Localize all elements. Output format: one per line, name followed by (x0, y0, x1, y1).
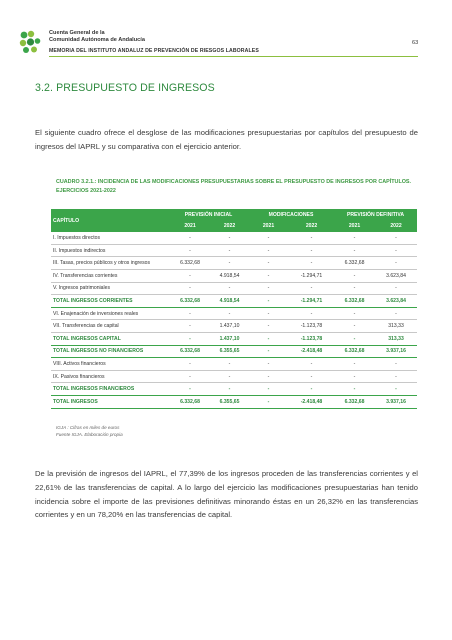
row-value: - (248, 345, 289, 358)
row-value: - (289, 307, 334, 320)
table-row (51, 370, 417, 383)
row-value: -2.418,48 (289, 395, 334, 408)
row-value: - (334, 320, 375, 333)
row-value: 6.332,68 (169, 257, 211, 270)
row-value: -1.123,78 (289, 320, 334, 333)
row-value: - (334, 383, 375, 396)
row-value: - (248, 269, 289, 282)
row-value: - (248, 282, 289, 295)
table-total-row (51, 295, 417, 308)
row-value: - (375, 370, 417, 383)
row-value: - (169, 282, 211, 295)
table-row (51, 358, 417, 371)
row-value: 6.355,65 (211, 345, 248, 358)
row-value: - (248, 244, 289, 257)
row-label: I. Impuestos directos (51, 232, 169, 244)
year-header: 2022 (305, 223, 318, 230)
row-value: 1.437,10 (211, 320, 248, 333)
row-value: 313,33 (375, 332, 417, 345)
header-org-line1: Cuenta General de la (49, 30, 105, 36)
row-value: 4.918,54 (211, 269, 248, 282)
row-value: - (211, 244, 248, 257)
row-value: - (248, 383, 289, 396)
header-divider (49, 56, 418, 57)
row-value: - (334, 232, 375, 244)
table-total-row (51, 383, 417, 396)
year-header: 2022 (223, 223, 236, 230)
year-header: 2021 (348, 223, 361, 230)
row-value: 6.332,68 (334, 257, 375, 270)
row-value: - (289, 383, 334, 396)
row-value: - (248, 232, 289, 244)
row-value: - (169, 307, 211, 320)
row-value: 6.332,68 (334, 295, 375, 308)
row-value: - (211, 383, 248, 396)
table-note-units: IGJA : Cifras en miles de euros (56, 425, 120, 430)
row-value: - (248, 320, 289, 333)
row-value: - (211, 282, 248, 295)
closing-paragraph: De la previsión de ingresos del IAPRL, el 77,39% de los ingresos proceden de las transferencias corrientes y el 22,61% de las transferencias de capital. A lo largo del ejercicio las modificaciones presupuestarias han tenido incidencia sobre el importe de las previsiones definitivas minorando éstas en un 26,32% en las transferencias corrientes y en un 78,20% en las transferencias de capital. (35, 469, 418, 520)
table-note-source: Fuente IGJA. Elaboración propia (56, 432, 123, 437)
row-label: VII. Transferencias de capital (51, 320, 169, 333)
row-value: - (375, 232, 417, 244)
row-value: 3.937,16 (375, 395, 417, 408)
row-value: - (211, 307, 248, 320)
row-value: 3.937,16 (375, 345, 417, 358)
col-header-capitulo: CAPÍTULO (53, 217, 80, 224)
row-value: 313,33 (375, 320, 417, 333)
row-value: -1.294,71 (289, 295, 334, 308)
table-header-row (51, 209, 417, 221)
row-value: 3.623,84 (375, 269, 417, 282)
row-label: III. Tasas, precios públicos y otros ingresos (51, 257, 169, 270)
row-value: 6.332,68 (334, 395, 375, 408)
row-value: - (169, 383, 211, 396)
row-value: - (375, 307, 417, 320)
row-value: -1.123,78 (289, 332, 334, 345)
table-row (51, 257, 417, 270)
table-notes (56, 424, 123, 438)
table-row (51, 307, 417, 320)
row-value: - (375, 244, 417, 257)
intro-paragraph: El siguiente cuadro ofrece el desglose de las modificaciones presupuestarias por capítulos del presupuesto de ingresos del IAPRL y su comparativa con el ejercicio anterior. (35, 128, 418, 151)
row-value: - (334, 370, 375, 383)
row-label: VIII. Activos financieros (51, 358, 169, 371)
junta-andalucia-logo-icon (18, 30, 42, 54)
row-value: - (289, 232, 334, 244)
row-label: VI. Enajenación de inversiones reales (51, 307, 169, 320)
row-value: - (375, 358, 417, 371)
year-header: 2022 (390, 223, 402, 230)
row-value: 1.437,10 (211, 332, 248, 345)
table-body (51, 232, 417, 408)
row-label: V. Ingresos patrimoniales (51, 282, 169, 295)
row-value: - (169, 320, 211, 333)
row-value: - (334, 358, 375, 371)
row-value: 3.623,84 (375, 295, 417, 308)
row-value: 6.355,65 (211, 395, 248, 408)
table-total-row (51, 345, 417, 358)
row-value: - (248, 358, 289, 371)
row-value: - (248, 257, 289, 270)
row-value: - (289, 370, 334, 383)
table-row (51, 244, 417, 257)
row-value: -1.294,71 (289, 269, 334, 282)
row-value: - (289, 282, 334, 295)
col-header-prevision-inicial: PREVISIÓN INICIAL (184, 211, 233, 218)
row-value: - (211, 358, 248, 371)
row-label: IV. Transferencias corrientes (51, 269, 169, 282)
row-value: - (248, 307, 289, 320)
row-value: -2.418,48 (289, 345, 334, 358)
row-label: TOTAL INGRESOS CORRIENTES (51, 295, 169, 308)
table-total-row (51, 395, 417, 408)
row-label: IX. Pasivos financieros (51, 370, 169, 383)
row-value: 4.918,54 (211, 295, 248, 308)
year-header: 2021 (184, 223, 196, 230)
row-value: - (248, 332, 289, 345)
row-value: - (334, 307, 375, 320)
row-value: - (169, 332, 211, 345)
row-value: - (211, 370, 248, 383)
row-value: - (169, 269, 211, 282)
row-label: TOTAL INGRESOS CAPITAL (51, 332, 169, 345)
row-value: - (248, 295, 289, 308)
row-value: - (169, 358, 211, 371)
row-label: TOTAL INGRESOS FINANCIEROS (51, 383, 169, 396)
header-subtitle: MEMORIA DEL INSTITUTO ANDALUZ DE PREVENCIÓN DE RIESGOS LABORALES (49, 48, 259, 54)
col-header-prevision-definitiva: PREVISIÓN DEFINITIVA (346, 211, 405, 218)
table-row (51, 232, 417, 244)
table-total-row (51, 332, 417, 345)
row-value: - (169, 244, 211, 257)
row-value: - (289, 244, 334, 257)
row-label: II. Impuestos indirectos (51, 244, 169, 257)
table-caption: CUADRO 3.2.1.: INCIDENCIA DE LAS MODIFICACIONES PRESUPUESTARIAS SOBRE EL PRESUPUESTO DE INGRESOS POR CAPÍTULOS. EJERCICIOS 2021-2022 (56, 179, 412, 194)
row-label: TOTAL INGRESOS NO FINANCIEROS (51, 345, 169, 358)
row-value: - (289, 358, 334, 371)
row-value: - (375, 282, 417, 295)
row-value: 6.332,68 (169, 395, 211, 408)
row-value: - (334, 332, 375, 345)
table-row (51, 269, 417, 282)
row-value: 6.332,68 (169, 345, 211, 358)
row-value: - (375, 257, 417, 270)
page-number: 63 (412, 40, 419, 46)
row-value: - (248, 395, 289, 408)
header-org-line2: Comunidad Autónoma de Andalucía (49, 37, 145, 43)
row-value: - (334, 269, 375, 282)
table-row (51, 320, 417, 333)
row-value: - (375, 383, 417, 396)
row-value: 6.332,68 (334, 345, 375, 358)
col-header-modificaciones: MODIFICACIONES (268, 211, 314, 218)
row-value: - (211, 232, 248, 244)
section-title: 3.2. PRESUPUESTO DE INGRESOS (35, 82, 215, 94)
row-value: - (169, 370, 211, 383)
row-value: - (211, 257, 248, 270)
year-header: 2021 (262, 223, 275, 230)
row-label: TOTAL INGRESOS (51, 395, 169, 408)
row-value: - (248, 370, 289, 383)
budget-income-table (51, 209, 417, 409)
row-value: - (334, 282, 375, 295)
row-value: - (334, 244, 375, 257)
row-value: - (289, 257, 334, 270)
table-row (51, 282, 417, 295)
row-value: 6.332,68 (169, 295, 211, 308)
row-value: - (169, 232, 211, 244)
